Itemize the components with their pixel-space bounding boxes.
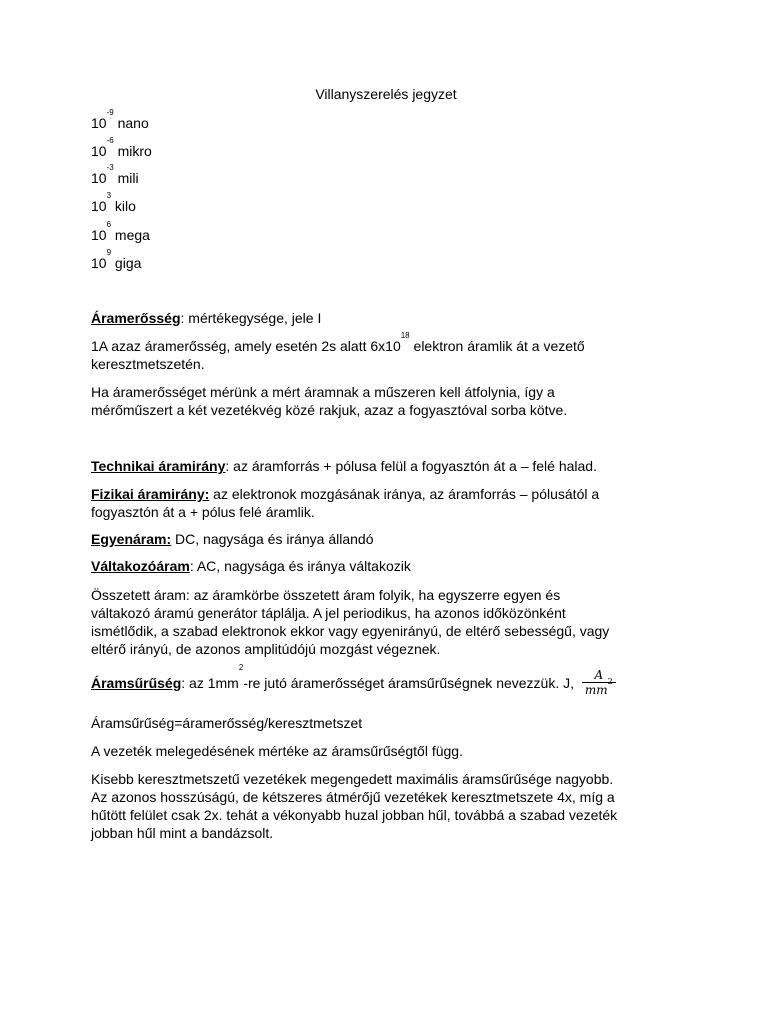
prefix-name: mili <box>117 170 139 186</box>
definition-text: elektron áramlik át a vezető <box>409 338 585 354</box>
prefix-exponent: 3 <box>106 191 112 200</box>
measurement-line1: Ha áramerősséget mérünk a mért áramnak a műszeren kell átfolynia, így a <box>91 384 555 400</box>
fraction-numerator: A <box>582 668 616 683</box>
term-description: : mértékegysége, jele I <box>180 310 322 326</box>
osszetett-line3: ismétlődik, a szabad elektronok ekkor vagy egyenirányú, de eltérő sebességű, vagy <box>91 623 610 639</box>
cross-section-line4: jobban hűl mint a bandázsolt. <box>91 825 274 841</box>
prefix-name: giga <box>114 255 142 271</box>
term-description: : az 1mm <box>181 675 239 692</box>
fizikai-aramirany-line1 <box>91 486 599 503</box>
cross-section-line3: hűtött felület csak 2x. tehát a vékonyabb huzal jobban hűl, továbbá a szabad vezeték <box>91 807 618 823</box>
prefix-exponent: -3 <box>106 163 114 172</box>
aramerosseg-heading <box>91 310 321 327</box>
term-egyenaram: Egyenáram: <box>91 531 172 547</box>
prefix-kilo <box>91 191 136 215</box>
term-description: az elektronok mozgásának iránya, az áramforrás – pólusától a <box>209 486 600 502</box>
term-description: DC, nagysága és iránya állandó <box>171 531 374 547</box>
prefix-name: mega <box>114 227 150 243</box>
definition-text: 1A azaz áramerősség, amely esetén 2s alatt 6x10 <box>91 338 401 354</box>
term-description: : AC, nagysága és iránya váltakozik <box>189 558 411 574</box>
aramerosseg-definition-line1 <box>91 331 585 355</box>
aramsuruseg-heading <box>91 663 616 699</box>
osszetett-line2: váltakozó áramú generátor táplálja. A jel periodikus, ha azonos időközönként <box>91 605 566 621</box>
osszetett-line1: Összetett áram: az áramkörbe összetett áram folyik, ha egyszerre egyen és <box>91 587 561 603</box>
prefix-name: kilo <box>114 198 136 214</box>
fraction-denominator-unit: mm <box>584 683 608 697</box>
unit-exponent: 2 <box>238 663 244 672</box>
fizikai-aramirany-line2: fogyasztón át a + pólus felé áramlik. <box>91 504 315 520</box>
prefix-exponent: -9 <box>106 108 114 117</box>
aramsuruseg-formula: Áramsűrűség=áramerősség/keresztmetszet <box>91 715 363 731</box>
term-description: -re jutó áramerősséget áramsűrűségnek nevezzük. J, <box>243 675 578 692</box>
fraction-denominator-exponent: 2 <box>607 677 613 686</box>
term-fizikai-aramirany: Fizikai áramirány: <box>91 486 210 502</box>
prefix-name: mikro <box>117 143 152 159</box>
document-title: Villanyszerelés jegyzet <box>315 86 457 102</box>
cross-section-line1: Kisebb keresztmetszetű vezetékek megengedett maximális áramsűrűsége nagyobb. <box>91 771 614 787</box>
measurement-line2: mérőműszert a két vezetékvég közé rakjuk, azaz a fogyasztóval sorba kötve. <box>91 402 568 418</box>
cross-section-line2: Az azonos hosszúságú, de kétszeres átmérőjű vezetékek keresztmetszete 4x, míg a <box>91 789 615 805</box>
prefix-exponent: -6 <box>106 136 114 145</box>
prefix-exponent: 6 <box>106 220 112 229</box>
prefix-base: 10 <box>91 170 107 186</box>
fraction-denominator <box>582 677 616 697</box>
egyenaram <box>91 531 374 548</box>
technikai-aramirany <box>91 458 597 475</box>
prefix-mikro <box>91 136 152 160</box>
prefix-base: 10 <box>91 115 107 131</box>
term-description: : az áramforrás + pólusa felül a fogyasztón át a – felé halad. <box>225 458 597 474</box>
prefix-nano <box>91 108 149 132</box>
prefix-base: 10 <box>91 255 107 271</box>
aramerosseg-definition-line2: keresztmetszetén. <box>91 356 205 372</box>
term-valtakozoaram: Váltakozóáram <box>91 558 190 574</box>
valtakozoaram <box>91 558 411 575</box>
prefix-exponent: 9 <box>106 248 112 257</box>
prefix-mega <box>91 220 150 244</box>
term-technikai-aramirany: Technikai áramirány <box>91 458 226 474</box>
definition-exponent: 18 <box>400 331 410 340</box>
prefix-name: nano <box>117 115 149 131</box>
term-aramsuruseg: Áramsűrűség <box>91 675 182 692</box>
prefix-base: 10 <box>91 198 107 214</box>
prefix-mili <box>91 163 139 187</box>
term-aramerosseg: Áramerősség <box>91 310 181 326</box>
current-density-fraction <box>582 668 616 697</box>
prefix-base: 10 <box>91 227 107 243</box>
prefix-giga <box>91 248 142 272</box>
heating-sentence: A vezeték melegedésének mértéke az áramsűrűségtől függ. <box>91 743 463 759</box>
osszetett-line4: eltérő irányú, de azonos amplitúdójú mozgást végeznek. <box>91 641 441 657</box>
prefix-base: 10 <box>91 143 107 159</box>
